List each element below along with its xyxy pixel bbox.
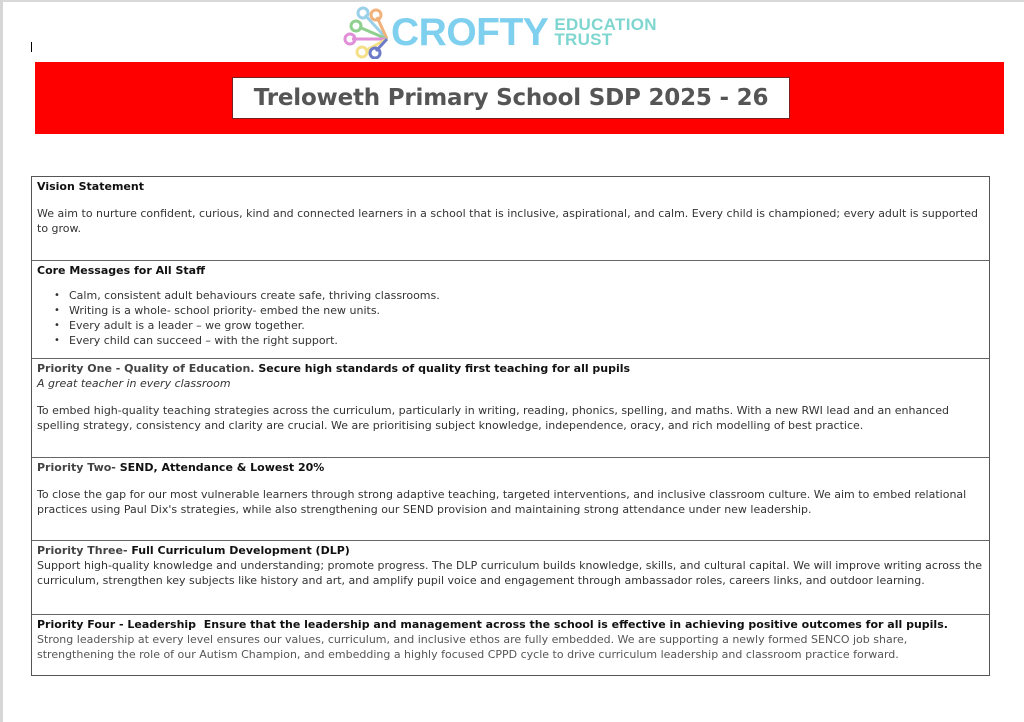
section-priority-one bbox=[32, 359, 989, 458]
title-box bbox=[232, 77, 790, 119]
section-heading bbox=[37, 361, 984, 376]
priority-title: Secure high standards of quality first teaching for all pupils bbox=[254, 362, 631, 375]
section-core-messages bbox=[32, 261, 989, 359]
section-heading: Vision Statement bbox=[37, 180, 144, 193]
core-messages-list bbox=[37, 288, 984, 348]
priority-label: Priority Three- bbox=[37, 544, 128, 557]
list-item: • Writing is a whole- school priority- embed the new units. bbox=[69, 303, 984, 318]
section-priority-four bbox=[32, 615, 989, 675]
priority-label: Priority Four - Leadership bbox=[37, 618, 197, 631]
section-priority-three bbox=[32, 541, 989, 615]
page-title: Treloweth Primary School SDP 2025 - 26 bbox=[253, 85, 769, 111]
page-edge bbox=[0, 0, 1024, 2]
crofty-logo-icon bbox=[343, 5, 389, 59]
list-item: • Calm, consistent adult behaviours create safe, thriving classrooms. bbox=[69, 288, 984, 303]
logo-subtitle bbox=[554, 17, 657, 47]
priority-label: Priority Two- bbox=[37, 461, 116, 474]
text-cursor bbox=[31, 42, 32, 52]
list-item: • Every adult is a leader – we grow together. bbox=[69, 318, 984, 333]
section-heading bbox=[37, 460, 984, 475]
priority-title: Ensure that the leadership and management across the school is effective in achieving positive outcomes for all pupils. bbox=[196, 618, 948, 631]
section-vision bbox=[32, 177, 989, 261]
section-subtitle: A great teacher in every classroom bbox=[37, 377, 231, 390]
logo-sub-line: TRUST bbox=[554, 30, 613, 49]
section-body: We aim to nurture confident, curious, kind and connected learners in a school that is inclusive, aspirational, and calm. Every child is championed; every adult is supported to grow. bbox=[37, 207, 979, 235]
section-heading bbox=[37, 617, 984, 632]
list-item: • Every child can succeed – with the right support. bbox=[69, 333, 984, 348]
sdp-table bbox=[31, 176, 990, 676]
section-heading: Core Messages for All Staff bbox=[37, 264, 205, 277]
section-heading bbox=[37, 543, 984, 558]
section-body: Support high-quality knowledge and understanding; promote progress. The DLP curriculum builds knowledge, skills, and cultural capital. We will improve writing across the curriculum, strengthen key subjects like history and art, and amplify pupil voice and engagement through ambassador roles, careers links, and outdoor learning. bbox=[37, 559, 982, 587]
priority-label: Priority One - Quality of Education. bbox=[37, 362, 255, 375]
logo-sub-line: EDUCATION bbox=[554, 15, 657, 34]
section-body: To close the gap for our most vulnerable learners through strong adaptive teaching, targeted interventions, and inclusive classroom culture. We aim to embed relational practices using Paul Dix's strategies, while also strengthening our SEND provision and maintaining strong attendance under new leadership. bbox=[37, 488, 967, 516]
priority-title: SEND, Attendance & Lowest 20% bbox=[115, 461, 325, 474]
logo-wordmark: CROFTY bbox=[391, 10, 549, 54]
title-banner bbox=[35, 62, 1004, 134]
priority-title: Full Curriculum Development (DLP) bbox=[127, 544, 350, 557]
section-priority-two bbox=[32, 458, 989, 541]
section-body: To embed high-quality teaching strategies across the curriculum, particularly in writing, reading, phonics, spelling, and maths. With a new RWI lead and an enhanced spelling strategy, consistency and clarity are crucial. We are prioritising subject knowledge, independence, oracy, and rich modelling of best practice. bbox=[37, 404, 949, 432]
section-body: Strong leadership at every level ensures our values, curriculum, and inclusive ethos are fully embedded. We are supporting a newly formed SENCO job share, strengthening the role of our Autism Champion, and embedding a highly focused CPPD cycle to drive curriculum leadership and classroom practice forward. bbox=[37, 633, 908, 661]
page-edge bbox=[0, 0, 3, 722]
crofty-logo bbox=[343, 4, 657, 60]
